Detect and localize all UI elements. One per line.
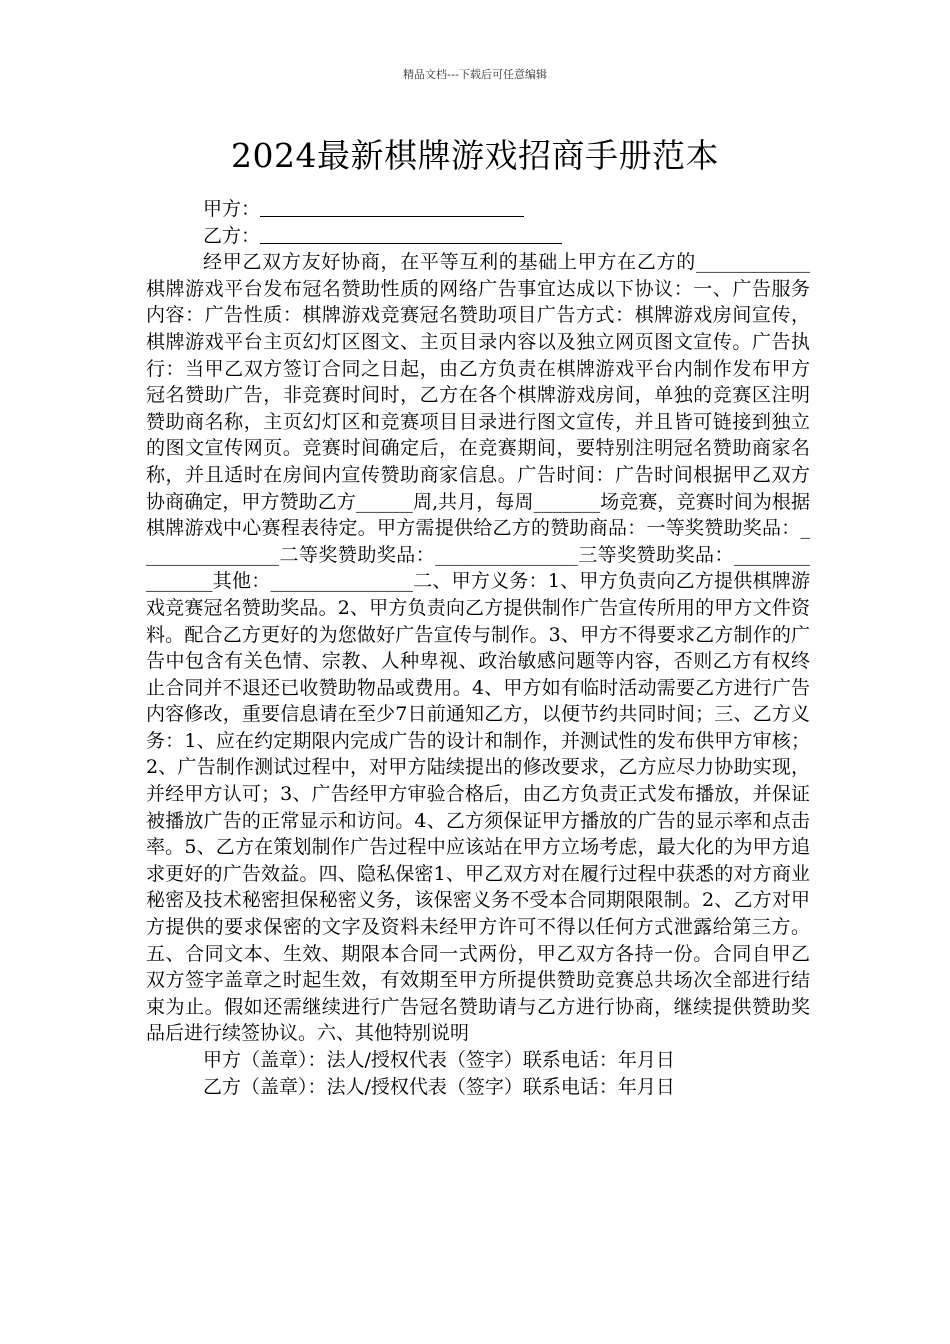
agreement-body-paragraph: 经甲乙双方友好协商，在平等互利的基础上甲方在乙方的____________棋牌游戏平台发布冠名赞助性质的网络广告事宜达成以下协议：一、广告服务内容：广告性质：棋牌游戏竞赛冠名赞助项目广告方式：棋牌游戏房间宣传，棋牌游戏平台主页幻灯区图文、主页目录内容以及独立网页图文宣传。广告执行：当甲乙双方签订合同之日起，由乙方负责在棋牌游戏平台内制作发布甲方冠名赞助广告，非竞赛时间时，乙方在各个棋牌游戏房间，单独的竞赛区注明赞助商名称，主页幻灯区和竞赛项目目录进行图文宣传，并且皆可链接到独立的图文宣传网页。竞赛时间确定后，在竞赛期间，要特别注明冠名赞助商家名称，并且适时在房间内宣传赞助商家信息。广告时间：广告时间根据甲乙双方协商确定，甲方赞助乙方______周,共月，每周_______场竞赛，竞赛时间为根据棋牌游戏中心赛程表待定。甲方需提供给乙方的赞助商品：一等奖赞助奖品：_______________二等奖赞助奖品：_______________三等奖赞助奖品：_______________其他：_______________二、甲方义务：1、甲方负责向乙方提供棋牌游戏竞赛冠名赞助奖品。2、甲方负责向乙方提供制作广告宣传所用的甲方文件资料。配合乙方更好的为您做好广告宣传与制作。3、甲方不得要求乙方制作的广告中包含有关色情、宗教、人种卑视、政治敏感问题等内容，否则乙方有权终止合同并不退还已收赞助物品或费用。4、甲方如有临时活动需要乙方进行广告内容修改，重要信息请在至少7日前通知乙方，以便节约共同时间；三、乙方义务：1、应在约定期限内完成广告的设计和制作，并测试性的发布供甲方审核；2、广告制作测试过程中，对甲方陆续提出的修改要求，乙方应尽力协助实现，并经甲方认可；3、广告经甲方审验合格后，由乙方负责正式发布播放，并保证被播放广告的正常显示和访问。4、乙方须保证甲方播放的广告的显示率和点击率。5、乙方在策划制作广告过程中应该站在甲方立场考虑，最大化的为甲方追求更好的广告效益。四、隐私保密1、甲乙双方对在履行过程中获悉的对方商业秘密及技术秘密担保秘密义务，该保密义务不受本合同期限限制。2、乙方对甲方提供的要求保密的文字及资料未经甲方许可不得以任何方式泄露给第三方。五、合同文本、生效、期限本合同一式两份，甲乙双方各持一份。合同自甲乙双方签字盖章之时起生效，有效期至甲方所提供赞助竞赛总共场次全部进行结束为止。假如还需继续进行广告冠名赞助请与乙方进行协商，继续提供赞助奖品后进行续签协议。六、其他特别说明	[146, 251, 810, 1045]
party-b-signature-line: 乙方（盖章）：法人/授权代表（签字）联系电话：年月日	[203, 1075, 675, 1098]
document-body	[146, 196, 810, 1100]
document-title: 2024最新棋牌游戏招商手册范本	[231, 136, 719, 175]
page-header-note: 精品文档---下载后可任意编辑	[403, 68, 547, 81]
party-a-line	[146, 196, 810, 223]
party-a-signature-line: 甲方（盖章）：法人/授权代表（签字）联系电话：年月日	[203, 1049, 675, 1071]
party-b-blank	[260, 225, 562, 244]
party-b-label: 乙方：	[203, 224, 261, 247]
party-a-label: 甲方：	[203, 198, 261, 220]
party-a-blank	[260, 198, 524, 217]
party-b-line	[146, 223, 810, 250]
